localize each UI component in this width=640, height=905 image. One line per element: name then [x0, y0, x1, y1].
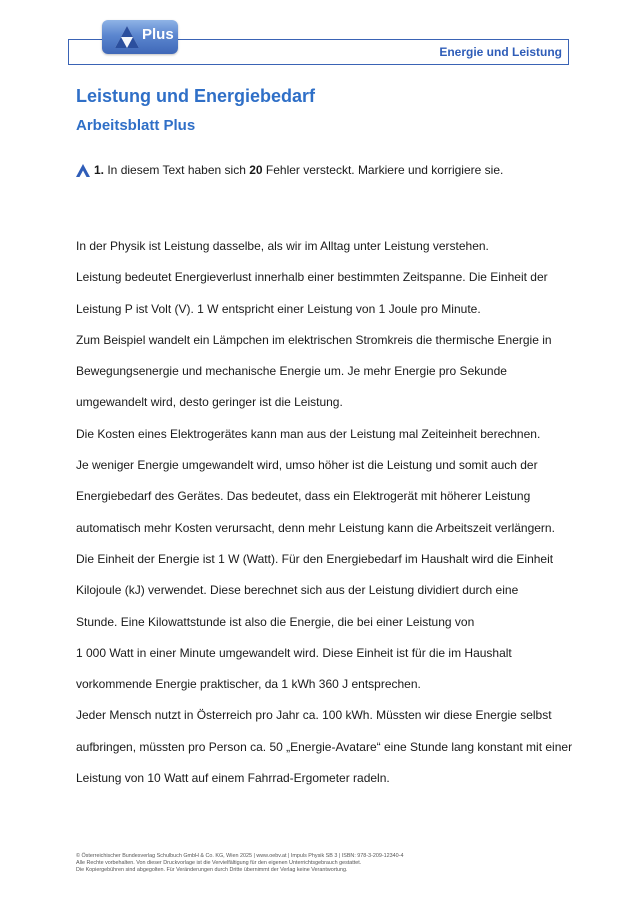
plus-logo: [102, 20, 178, 54]
page-subtitle: Arbeitsblatt Plus: [76, 117, 196, 134]
text-line: Leistung P ist Volt (V). 1 W entspricht einer Leistung von 1 Joule pro Minute.: [76, 301, 481, 316]
section-title: Energie und Leistung: [439, 45, 562, 59]
difficulty-triangle-icon: [76, 164, 90, 177]
text-line: Stunde. Eine Kilowattstunde ist also die Energie, die bei einer Leistung von: [76, 614, 475, 629]
text-line: Die Kosten eines Elektrogerätes kann man aus der Leistung mal Zeiteinheit berechnen.: [76, 426, 541, 441]
text-line: Je weniger Energie umgewandelt wird, umso höher ist die Leistung und somit auch der: [76, 458, 538, 473]
task-text-start: In diesem Text haben sich: [104, 163, 250, 177]
task-instruction: [76, 163, 503, 177]
copyright-footer: [76, 853, 403, 874]
text-line: Bewegungsenergie und mechanische Energie um. Je mehr Energie pro Sekunde: [76, 364, 507, 379]
text-line: vorkommende Energie praktischer, da 1 kWh 360 J entsprechen.: [76, 677, 421, 692]
logo-label: Plus: [142, 26, 174, 43]
text-line: umgewandelt wird, desto geringer ist die Leistung.: [76, 395, 343, 410]
footer-line: © Österreichischer Bundesverlag Schulbuch GmbH & Co. KG, Wien 2025 | www.oebv.at | Impuls Physik SB 3 | ISBN: 978-3-209-12340-4: [76, 853, 404, 859]
footer-line: Die Kopiergebühren sind abgegolten. Für Veränderungen durch Dritte übernimmt der Verlag keine Verantwortung.: [76, 867, 348, 873]
text-line: Leistung bedeutet Energieverlust innerhalb einer bestimmten Zeitspanne. Die Einheit der: [76, 270, 548, 285]
text-line: Zum Beispiel wandelt ein Lämpchen im elektrischen Stromkreis die thermische Energie in: [76, 332, 552, 347]
text-line: 1 000 Watt in einer Minute umgewandelt wird. Diese Einheit ist für die im Haushalt: [76, 645, 512, 660]
footer-line: Alle Rechte vorbehalten. Von dieser Druckvorlage ist die Vervielfältigung für den eigenen Unterrichtsgebrauch gestattet.: [76, 860, 362, 866]
text-line: aufbringen, müssten pro Person ca. 50 „Energie-Avatare“ eine Stunde lang konstant mit einer: [76, 739, 573, 754]
page-title: Leistung und Energiebedarf: [76, 86, 316, 106]
text-line: Energiebedarf des Gerätes. Das bedeutet, dass ein Elektrogerät mit höherer Leistung: [76, 489, 531, 504]
text-line: Jeder Mensch nutzt in Österreich pro Jahr ca. 100 kWh. Müssten wir diese Energie selbst: [76, 708, 552, 723]
text-line: Kilojoule (kJ) verwendet. Diese berechnet sich aus der Leistung dividiert durch eine: [76, 583, 519, 598]
task-text-end: Fehler versteckt. Markiere und korrigiere sie.: [262, 163, 504, 177]
error-text-body: [76, 231, 576, 794]
triangle-logo-icon: [114, 25, 140, 49]
text-line: automatisch mehr Kosten verursacht, denn mehr Leistung kann die Arbeitszeit verlängern.: [76, 520, 555, 535]
task-number: 1.: [94, 163, 105, 177]
task-error-count: 20: [249, 163, 263, 177]
text-line: Die Einheit der Energie ist 1 W (Watt). Für den Energiebedarf im Haushalt wird die Einheit: [76, 551, 554, 566]
text-line: In der Physik ist Leistung dasselbe, als wir im Alltag unter Leistung verstehen.: [76, 239, 489, 253]
text-line: Leistung von 10 Watt auf einem Fahrrad-Ergometer radeln.: [76, 771, 390, 786]
